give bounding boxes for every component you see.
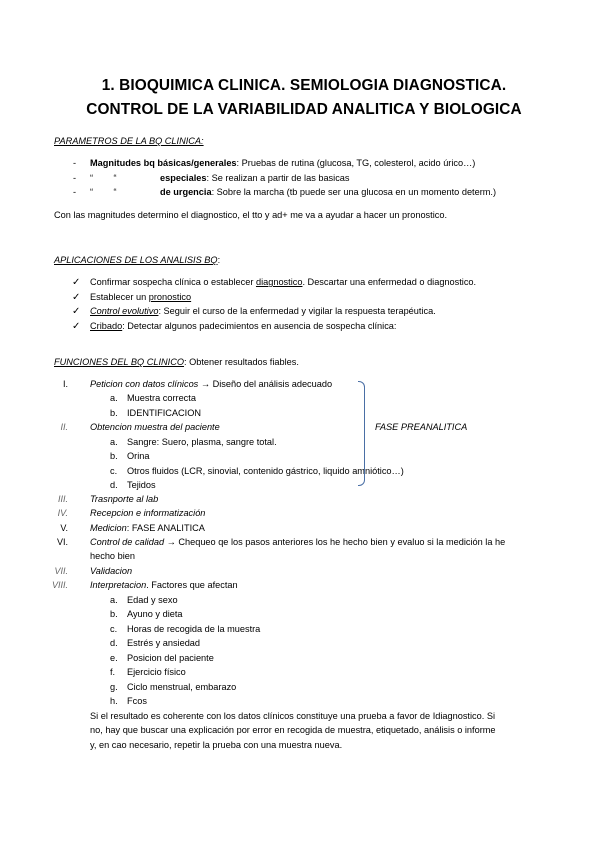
substep-number: c.: [110, 466, 118, 476]
step-interpretacion: [90, 579, 238, 592]
parametros-item-text: : Pruebas de rutina (glucosa, TG, colesterol, acido úrico…): [236, 158, 476, 168]
factor-number: a.: [110, 595, 118, 605]
substep-text: Orina: [127, 451, 150, 461]
parametros-item-urgencia: [160, 186, 496, 199]
substep-number: b.: [110, 451, 118, 461]
checkmark-icon: ✓: [72, 277, 81, 288]
step-label: Interpretacion: [90, 580, 147, 590]
checkmark-icon: ✓: [72, 306, 81, 317]
factor-number: h.: [110, 696, 118, 706]
interpretacion-paragraph-line: y, en cao necesario, repetir la prueba con una muestra nueva.: [90, 740, 343, 750]
step-number: IV.: [57, 508, 68, 518]
factor-number: b.: [110, 609, 118, 619]
aplicaciones-item-post: : Detectar algunos padecimientos en ausencia de sospecha clínica:: [122, 321, 397, 331]
step-control-calidad-cont: hecho bien: [90, 551, 135, 561]
step-obtencion: Obtencion muestra del paciente: [90, 422, 220, 432]
funciones-heading-text: FUNCIONES DEL BQ CLINICO: [54, 357, 185, 367]
step-suffix: . Factores que afectan: [146, 580, 238, 590]
substep-text: Muestra correcta: [127, 393, 196, 403]
aplicaciones-heading-text: APLICACIONES DE LOS ANALISIS BQ: [54, 255, 218, 265]
parametros-item-label: Magnitudes bq básicas/generales: [90, 158, 237, 168]
factor-text: Edad y sexo: [127, 595, 178, 605]
substep-text: IDENTIFICACION: [127, 408, 202, 418]
bullet-dash: -: [73, 158, 77, 168]
step-medicion: [90, 522, 205, 535]
step-label: Control de calidad: [90, 537, 165, 547]
bullet-dash: -: [73, 187, 77, 197]
bullet-dash: -: [73, 173, 77, 183]
factor-text: Ejercicio físico: [127, 667, 186, 677]
factor-text: Posicion del paciente: [127, 653, 214, 663]
step-suffix: → Chequeo qe los pasos anteriores los he hecho bien y evaluo si la medición la he: [164, 537, 506, 547]
aplicaciones-item: [90, 276, 476, 289]
parametros-item-text: : Sobre la marcha (tb puede ser una glucosa en un momento determ.): [211, 187, 497, 197]
step-number: III.: [57, 494, 68, 504]
substep-number: d.: [110, 480, 118, 490]
factor-number: c.: [110, 624, 118, 634]
parametros-item-ditto: “ “: [90, 173, 117, 183]
aplicaciones-item-post: . Descartar una enfermedad o diagnostico.: [302, 277, 477, 287]
step-peticion: [90, 378, 332, 391]
parametros-item-label: especiales: [160, 173, 207, 183]
factor-number: g.: [110, 682, 118, 692]
parametros-item-label: de urgencia: [160, 187, 212, 197]
step-number: VI.: [56, 537, 68, 547]
substep-text: Sangre: Suero, plasma, sangre total.: [127, 437, 277, 447]
funciones-heading-suffix: : Obtener resultados fiables.: [184, 357, 299, 367]
step-number: VIII.: [51, 580, 68, 590]
factor-text: Fcos: [127, 696, 147, 706]
aplicaciones-item-keyword: Control evolutivo: [90, 306, 159, 316]
factor-number: e.: [110, 653, 118, 663]
factor-text: Ciclo menstrual, embarazo: [127, 682, 237, 692]
step-number: VII.: [54, 566, 68, 576]
interpretacion-paragraph-line: no, hay que buscar una explicación por error en recogida de muestra, etiquetado, análisis o informe: [90, 725, 496, 735]
document-title-line1: 1. BIOQUIMICA CLINICA. SEMIOLOGIA DIAGNOSTICA.: [101, 77, 507, 94]
factor-text: Ayuno y dieta: [127, 609, 183, 619]
step-number: V.: [60, 523, 68, 533]
aplicaciones-item-keyword: pronostico: [148, 292, 192, 302]
step-control-calidad: [90, 536, 505, 549]
step-suffix: : FASE ANALITICA: [126, 523, 205, 533]
fase-preanalitica-bracket: [358, 381, 365, 486]
aplicaciones-item-post: : Seguir el curso de la enfermedad y vigilar la respuesta terapéutica.: [158, 306, 436, 316]
factor-text: Horas de recogida de la muestra: [127, 624, 261, 634]
step-suffix: → Diseño del análisis adecuado: [198, 379, 333, 389]
parametros-conclusion: Con las magnitudes determino el diagnostico, el tto y ad+ me va a ayudar a hacer un pronostico.: [54, 210, 447, 220]
parametros-heading: PARAMETROS DE LA BQ CLINICA:: [54, 136, 204, 146]
parametros-item-ditto: “ “: [90, 187, 117, 197]
checkmark-icon: ✓: [72, 321, 81, 332]
checkmark-icon: ✓: [72, 292, 81, 303]
aplicaciones-item: [90, 320, 396, 333]
aplicaciones-heading: [54, 254, 220, 267]
substep-text: Tejidos: [127, 480, 156, 490]
aplicaciones-item-pre: Establecer un: [90, 292, 149, 302]
aplicaciones-item-keyword: diagnostico: [255, 277, 303, 287]
aplicaciones-heading-colon: :: [217, 255, 221, 265]
substep-text: Otros fluidos (LCR, sinovial, contenido gástrico, liquido amniótico…): [127, 466, 404, 476]
aplicaciones-item-keyword: Cribado: [90, 321, 123, 331]
parametros-item-especiales: [160, 172, 350, 185]
step-transporte: Trasnporte al lab: [90, 494, 159, 504]
substep-number: a.: [110, 437, 118, 447]
step-recepcion: Recepcion e informatización: [90, 508, 206, 518]
step-label: Medicion: [90, 523, 127, 533]
substep-number: a.: [110, 393, 118, 403]
funciones-heading: [54, 356, 299, 369]
step-number: I.: [62, 379, 68, 389]
substep-number: b.: [110, 408, 118, 418]
step-number: II.: [60, 422, 68, 432]
factor-text: Estrés y ansiedad: [127, 638, 201, 648]
step-label: Peticion con datos clínicos: [90, 379, 199, 389]
step-validacion: Validacion: [90, 566, 133, 576]
factor-number: f.: [110, 667, 116, 677]
aplicaciones-item-pre: Confirmar sospecha clínica o establecer: [90, 277, 256, 287]
document-title-line2: CONTROL DE LA VARIABILIDAD ANALITICA Y BIOLOGICA: [86, 101, 522, 118]
aplicaciones-item: [90, 291, 191, 304]
parametros-item-basicas: [90, 157, 475, 170]
factor-number: d.: [110, 638, 118, 648]
aplicaciones-item: [90, 305, 436, 318]
interpretacion-paragraph-line: Si el resultado es coherente con los datos clínicos constituye una prueba a favor de Idiagnostico. Si: [90, 711, 496, 721]
fase-preanalitica-label: FASE PREANALITICA: [375, 422, 468, 432]
parametros-item-text: : Se realizan a partir de las basicas: [206, 173, 350, 183]
